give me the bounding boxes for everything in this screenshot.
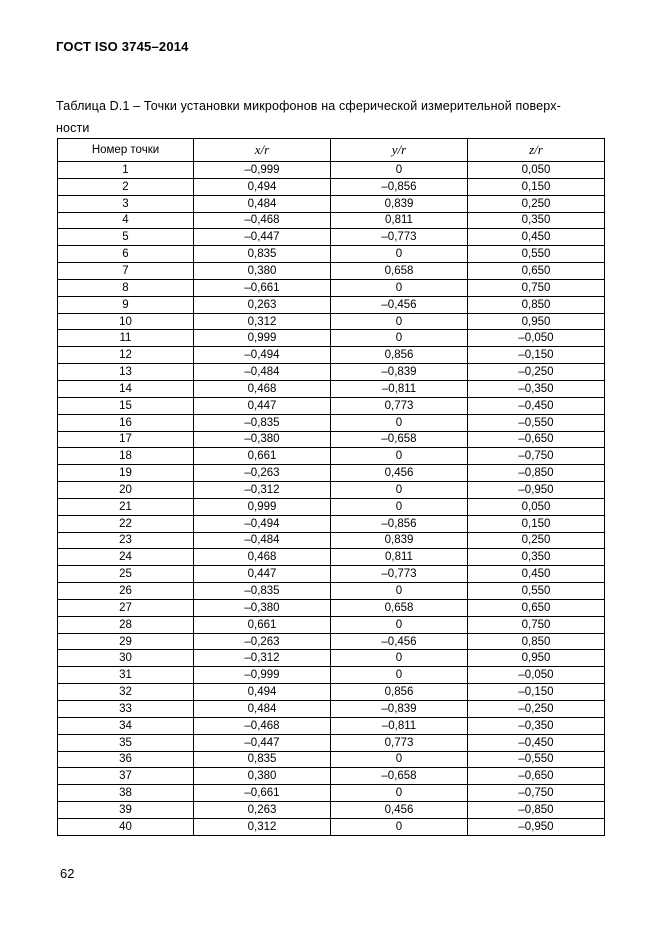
cell-x-r: –0,263: [194, 633, 331, 650]
cell-x-r: 0,484: [194, 195, 331, 212]
cell-y-r: –0,456: [331, 296, 468, 313]
cell-x-r: 0,661: [194, 616, 331, 633]
cell-x-r: 0,468: [194, 549, 331, 566]
cell-y-r: 0,856: [331, 347, 468, 364]
cell-y-r: 0: [331, 583, 468, 600]
table-row: [58, 599, 605, 616]
cell-x-r: –0,661: [194, 279, 331, 296]
cell-y-r: 0,773: [331, 397, 468, 414]
cell-z-r: 0,650: [468, 599, 605, 616]
table-row: [58, 246, 605, 263]
cell-z-r: 0,350: [468, 549, 605, 566]
cell-x-r: –0,999: [194, 162, 331, 179]
cell-point-number: 28: [58, 616, 194, 633]
table-row: [58, 717, 605, 734]
cell-point-number: 9: [58, 296, 194, 313]
cell-z-r: –0,850: [468, 465, 605, 482]
cell-x-r: 0,263: [194, 296, 331, 313]
cell-point-number: 35: [58, 734, 194, 751]
cell-x-r: –0,447: [194, 734, 331, 751]
cell-point-number: 27: [58, 599, 194, 616]
cell-x-r: –0,380: [194, 431, 331, 448]
cell-x-r: 0,999: [194, 330, 331, 347]
cell-x-r: –0,312: [194, 482, 331, 499]
cell-z-r: –0,350: [468, 380, 605, 397]
cell-y-r: 0: [331, 279, 468, 296]
cell-y-r: –0,658: [331, 431, 468, 448]
cell-x-r: –0,835: [194, 583, 331, 600]
cell-z-r: –0,050: [468, 667, 605, 684]
cell-z-r: 0,450: [468, 566, 605, 583]
cell-z-r: 0,250: [468, 195, 605, 212]
cell-y-r: –0,811: [331, 717, 468, 734]
table-row: [58, 465, 605, 482]
table-row: [58, 482, 605, 499]
cell-y-r: –0,856: [331, 515, 468, 532]
cell-point-number: 37: [58, 768, 194, 785]
cell-z-r: 0,150: [468, 515, 605, 532]
table-row: [58, 684, 605, 701]
table-row: [58, 751, 605, 768]
cell-point-number: 18: [58, 448, 194, 465]
table-header-row: [58, 139, 605, 162]
cell-point-number: 24: [58, 549, 194, 566]
cell-z-r: 0,350: [468, 212, 605, 229]
cell-x-r: –0,380: [194, 599, 331, 616]
cell-point-number: 39: [58, 802, 194, 819]
table-row: [58, 263, 605, 280]
cell-z-r: –0,850: [468, 802, 605, 819]
cell-z-r: 0,750: [468, 279, 605, 296]
document-code: ГОСТ ISO 3745–2014: [56, 39, 189, 54]
cell-y-r: 0,456: [331, 465, 468, 482]
cell-z-r: 0,650: [468, 263, 605, 280]
cell-z-r: 0,850: [468, 633, 605, 650]
cell-z-r: 0,750: [468, 616, 605, 633]
cell-point-number: 34: [58, 717, 194, 734]
cell-z-r: 0,850: [468, 296, 605, 313]
cell-x-r: 0,468: [194, 380, 331, 397]
cell-y-r: 0: [331, 785, 468, 802]
cell-y-r: 0,773: [331, 734, 468, 751]
cell-x-r: –0,484: [194, 364, 331, 381]
table-row: [58, 178, 605, 195]
cell-z-r: 0,050: [468, 162, 605, 179]
cell-x-r: –0,468: [194, 717, 331, 734]
column-header-z-r: z/r: [468, 139, 605, 162]
cell-z-r: 0,150: [468, 178, 605, 195]
cell-z-r: –0,450: [468, 397, 605, 414]
cell-z-r: –0,150: [468, 684, 605, 701]
cell-z-r: –0,750: [468, 785, 605, 802]
column-header-point-number: Номер точки: [58, 139, 194, 162]
table-row: [58, 431, 605, 448]
cell-y-r: 0: [331, 650, 468, 667]
cell-z-r: 0,450: [468, 229, 605, 246]
cell-y-r: 0,658: [331, 263, 468, 280]
cell-y-r: 0,658: [331, 599, 468, 616]
table-row: [58, 296, 605, 313]
cell-y-r: –0,773: [331, 229, 468, 246]
cell-x-r: 0,447: [194, 566, 331, 583]
table-row: [58, 616, 605, 633]
cell-x-r: 0,312: [194, 313, 331, 330]
table-row: [58, 212, 605, 229]
table-row: [58, 162, 605, 179]
cell-point-number: 38: [58, 785, 194, 802]
cell-point-number: 30: [58, 650, 194, 667]
cell-x-r: 0,263: [194, 802, 331, 819]
cell-y-r: –0,839: [331, 701, 468, 718]
cell-point-number: 8: [58, 279, 194, 296]
cell-x-r: 0,447: [194, 397, 331, 414]
cell-z-r: 0,050: [468, 498, 605, 515]
page-number: 62: [60, 866, 75, 881]
microphone-positions-table: [57, 138, 605, 836]
table-caption-line-2: ности: [56, 121, 90, 135]
table-row: [58, 397, 605, 414]
table-row: [58, 364, 605, 381]
cell-point-number: 19: [58, 465, 194, 482]
table-row: [58, 279, 605, 296]
cell-y-r: 0: [331, 482, 468, 499]
cell-point-number: 20: [58, 482, 194, 499]
cell-y-r: 0: [331, 448, 468, 465]
table-row: [58, 515, 605, 532]
table-row: [58, 313, 605, 330]
cell-z-r: –0,650: [468, 768, 605, 785]
cell-x-r: –0,447: [194, 229, 331, 246]
cell-x-r: –0,494: [194, 347, 331, 364]
cell-y-r: 0: [331, 751, 468, 768]
table-row: [58, 330, 605, 347]
cell-x-r: –0,494: [194, 515, 331, 532]
table-row: [58, 667, 605, 684]
cell-z-r: –0,250: [468, 364, 605, 381]
table-row: [58, 633, 605, 650]
cell-point-number: 36: [58, 751, 194, 768]
cell-x-r: 0,484: [194, 701, 331, 718]
cell-y-r: 0: [331, 313, 468, 330]
cell-point-number: 40: [58, 818, 194, 835]
table-caption: [56, 95, 606, 139]
cell-x-r: 0,999: [194, 498, 331, 515]
cell-x-r: 0,312: [194, 818, 331, 835]
cell-x-r: 0,661: [194, 448, 331, 465]
cell-z-r: 0,550: [468, 246, 605, 263]
cell-y-r: –0,773: [331, 566, 468, 583]
table-row: [58, 380, 605, 397]
cell-point-number: 21: [58, 498, 194, 515]
cell-y-r: 0: [331, 667, 468, 684]
cell-z-r: –0,550: [468, 751, 605, 768]
cell-point-number: 7: [58, 263, 194, 280]
table-row: [58, 768, 605, 785]
cell-point-number: 16: [58, 414, 194, 431]
cell-y-r: 0,839: [331, 532, 468, 549]
table-row: [58, 549, 605, 566]
cell-point-number: 26: [58, 583, 194, 600]
cell-point-number: 6: [58, 246, 194, 263]
cell-y-r: 0,856: [331, 684, 468, 701]
cell-y-r: –0,811: [331, 380, 468, 397]
table-row: [58, 414, 605, 431]
cell-z-r: 0,950: [468, 650, 605, 667]
cell-point-number: 25: [58, 566, 194, 583]
cell-point-number: 32: [58, 684, 194, 701]
cell-z-r: –0,550: [468, 414, 605, 431]
cell-point-number: 31: [58, 667, 194, 684]
table-caption-line-1: Таблица D.1 – Точки установки микрофонов на сферической измерительной поверх-: [56, 99, 561, 113]
cell-point-number: 1: [58, 162, 194, 179]
table-row: [58, 818, 605, 835]
cell-z-r: 0,250: [468, 532, 605, 549]
cell-z-r: –0,050: [468, 330, 605, 347]
table-row: [58, 498, 605, 515]
cell-point-number: 23: [58, 532, 194, 549]
cell-x-r: –0,263: [194, 465, 331, 482]
table-row: [58, 448, 605, 465]
cell-point-number: 14: [58, 380, 194, 397]
cell-x-r: 0,380: [194, 768, 331, 785]
cell-z-r: –0,950: [468, 818, 605, 835]
cell-y-r: –0,658: [331, 768, 468, 785]
cell-point-number: 15: [58, 397, 194, 414]
table-row: [58, 650, 605, 667]
cell-y-r: –0,839: [331, 364, 468, 381]
cell-y-r: –0,856: [331, 178, 468, 195]
cell-y-r: 0: [331, 162, 468, 179]
table-row: [58, 701, 605, 718]
cell-point-number: 12: [58, 347, 194, 364]
cell-point-number: 13: [58, 364, 194, 381]
column-header-x-r: x/r: [194, 139, 331, 162]
cell-x-r: 0,494: [194, 684, 331, 701]
table-body: [58, 162, 605, 836]
cell-x-r: –0,468: [194, 212, 331, 229]
cell-y-r: 0: [331, 616, 468, 633]
cell-x-r: –0,999: [194, 667, 331, 684]
cell-point-number: 29: [58, 633, 194, 650]
cell-y-r: 0,456: [331, 802, 468, 819]
cell-x-r: 0,494: [194, 178, 331, 195]
cell-y-r: –0,456: [331, 633, 468, 650]
cell-point-number: 33: [58, 701, 194, 718]
cell-point-number: 11: [58, 330, 194, 347]
cell-x-r: –0,835: [194, 414, 331, 431]
cell-y-r: 0: [331, 414, 468, 431]
cell-z-r: –0,750: [468, 448, 605, 465]
cell-y-r: 0,811: [331, 212, 468, 229]
table-row: [58, 347, 605, 364]
cell-y-r: 0,839: [331, 195, 468, 212]
table-row: [58, 734, 605, 751]
table-row: [58, 532, 605, 549]
cell-x-r: 0,835: [194, 751, 331, 768]
column-header-y-r: y/r: [331, 139, 468, 162]
table-row: [58, 785, 605, 802]
cell-y-r: 0,811: [331, 549, 468, 566]
cell-x-r: 0,835: [194, 246, 331, 263]
cell-point-number: 17: [58, 431, 194, 448]
cell-point-number: 5: [58, 229, 194, 246]
cell-z-r: –0,350: [468, 717, 605, 734]
cell-point-number: 22: [58, 515, 194, 532]
table-row: [58, 195, 605, 212]
cell-z-r: –0,950: [468, 482, 605, 499]
cell-x-r: –0,484: [194, 532, 331, 549]
cell-point-number: 3: [58, 195, 194, 212]
cell-point-number: 2: [58, 178, 194, 195]
cell-y-r: 0: [331, 330, 468, 347]
cell-y-r: 0: [331, 818, 468, 835]
cell-z-r: –0,650: [468, 431, 605, 448]
cell-x-r: 0,380: [194, 263, 331, 280]
cell-x-r: –0,661: [194, 785, 331, 802]
cell-point-number: 4: [58, 212, 194, 229]
cell-z-r: 0,950: [468, 313, 605, 330]
cell-z-r: –0,150: [468, 347, 605, 364]
table-row: [58, 566, 605, 583]
table-row: [58, 583, 605, 600]
cell-z-r: 0,550: [468, 583, 605, 600]
cell-y-r: 0: [331, 498, 468, 515]
cell-z-r: –0,450: [468, 734, 605, 751]
cell-point-number: 10: [58, 313, 194, 330]
cell-y-r: 0: [331, 246, 468, 263]
cell-z-r: –0,250: [468, 701, 605, 718]
table-row: [58, 229, 605, 246]
table-row: [58, 802, 605, 819]
cell-x-r: –0,312: [194, 650, 331, 667]
